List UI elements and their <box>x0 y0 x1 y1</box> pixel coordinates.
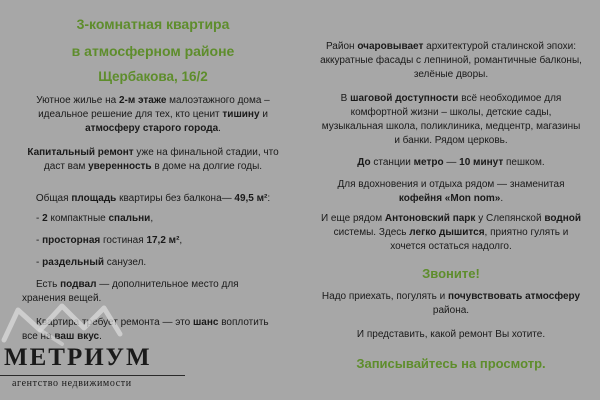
right-column <box>320 0 582 372</box>
logo-divider <box>0 375 185 376</box>
title-line-2: в атмосферном районе <box>71 43 235 59</box>
imagine-paragraph: И представить, какой ремонт Вы хотите. <box>356 329 546 340</box>
address: Щербакова, 16/2 <box>98 69 208 84</box>
title-line-1: 3-комнатная квартира <box>76 16 230 32</box>
basement-paragraph: Есть подвал — дополнительное место для хранения вещей. <box>22 279 239 304</box>
metro-paragraph: До станции метро — 10 минут пешком. <box>357 157 545 168</box>
area-paragraph: Общая площадь квартиры без балкона— 49,5 м²: <box>35 193 271 204</box>
call-heading: Звоните! <box>422 266 480 281</box>
repair-paragraph: Квартира требует ремонта — это шанс воплотить все на ваш вкус. <box>22 317 269 342</box>
logo-mark-icon <box>0 300 150 348</box>
intro-paragraph: Уютное жилье на 2-м этаже малоэтажного дома – идеальное решение для тех, кто ценит тишину и атмосферу старого города. <box>36 95 270 134</box>
cafe-paragraph: Для вдохновения и отдыха рядом — знаменитая кофейня «Mon nom». <box>337 179 565 204</box>
logo-tagline: агентство недвижимости <box>12 378 132 389</box>
metrium-logo <box>0 300 185 400</box>
logo-name: МЕТРИУМ <box>4 344 152 371</box>
visit-paragraph: Надо приехать, погулять и почувствовать атмосферу района. <box>321 291 581 316</box>
left-column <box>22 0 284 344</box>
park-paragraph: И еще рядом Антоновский парк у Слепянской водной системы. Здесь легко дышится, приятно гулять и хочется остаться надолго. <box>320 213 582 252</box>
district-paragraph: Район очаровывает архитектурой сталинской эпохи: аккуратные фасады с лепниной, романтичные балконы, зелёные дворы. <box>320 41 582 80</box>
renovation-paragraph: Капитальный ремонт уже на финальной стадии, что даст вам уверенность в доме на долгие годы. <box>27 147 279 172</box>
list-item-bedrooms: - 2 компактные спальни, <box>36 213 154 224</box>
cta-heading: Записывайтесь на просмотр. <box>356 356 546 371</box>
list-item-living-room: - просторная гостиная 17,2 м², <box>36 235 183 246</box>
infrastructure-paragraph: В шаговой доступности всё необходимое для комфортной жизни – школы, детские сады, музыкальная школа, поликлиника, медцентр, магазины и банки. Рядом церковь. <box>321 93 581 146</box>
list-item-bathroom: - раздельный санузел. <box>36 257 147 268</box>
